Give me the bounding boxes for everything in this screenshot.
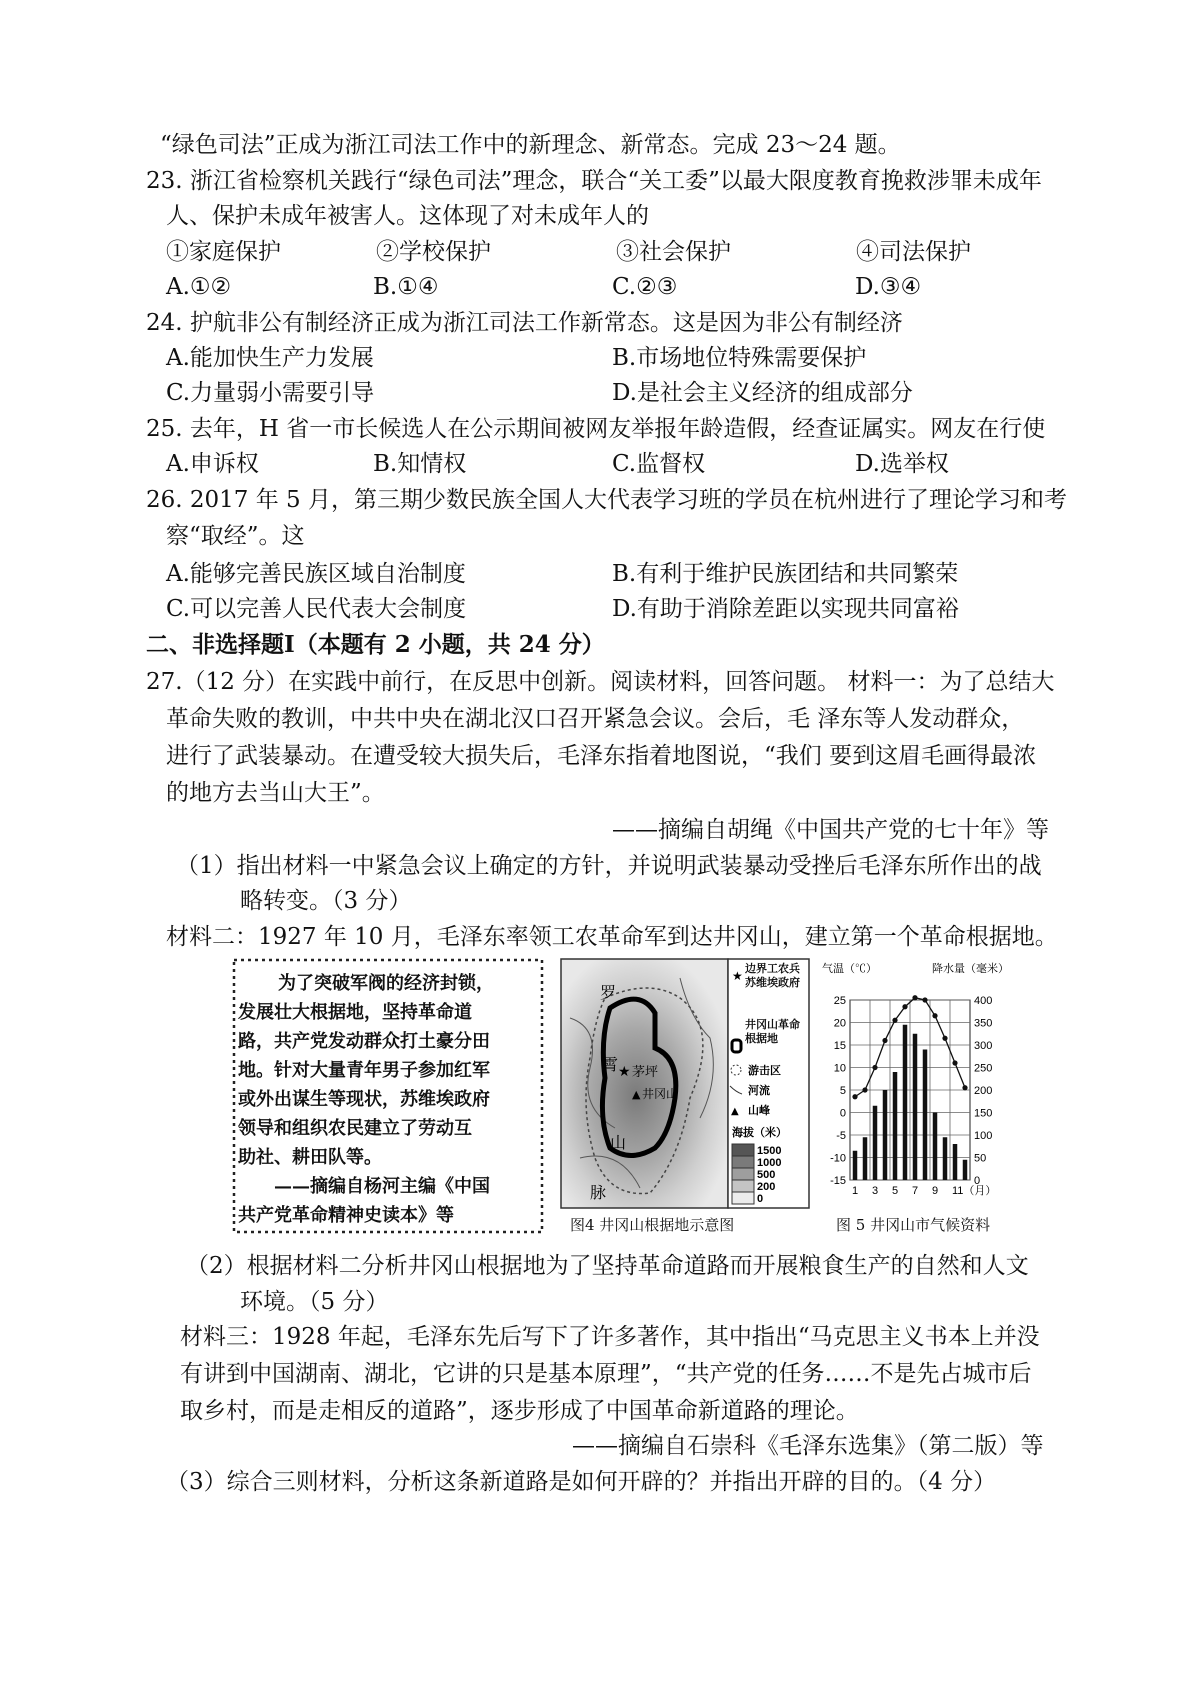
legend-elev-200: 200	[757, 1181, 776, 1193]
material-3-line-3: 取乡村，而是走相反的道路”，逐步形成了中国革命新道路的理论。	[180, 1398, 859, 1424]
box-line-8: ——摘编自杨河主编《中国	[274, 1176, 490, 1197]
material-box-text	[238, 969, 528, 1230]
q24-stem: 24. 护航非公有制经济正成为浙江司法工作新常态。这是因为非公有制经济	[146, 310, 903, 336]
chart-precip-bar	[943, 1137, 948, 1180]
chart-temp-point	[862, 1087, 867, 1092]
material-3-line-1: 材料三：1928 年起，毛泽东先后写下了许多著作，其中指出“马克思主义书本上并没	[180, 1324, 1040, 1350]
chart-precip-bar	[933, 1113, 938, 1181]
chart-temp-point	[952, 1060, 957, 1065]
chart-precip-bar	[903, 1025, 908, 1180]
q23-statement-1: ①家庭保护	[166, 239, 281, 265]
chart-precip-bar	[913, 1034, 918, 1180]
chart-temp-tick-label: -10	[830, 1152, 846, 1165]
box-line-9: 共产党革命精神史读本》等	[238, 1205, 454, 1226]
q23-option-d: D.③④	[855, 274, 922, 300]
q27-stem-4: 的地方去当山大王”。	[166, 780, 385, 806]
sub3: （3）综合三则材料，分析这条新道路是如何开辟的？并指出开辟的目的。（4 分）	[166, 1469, 997, 1495]
q26-option-b: B.有利于维护民族团结和共同繁荣	[612, 561, 959, 587]
chart-x-tick-label: 5	[892, 1185, 899, 1197]
chart-precip-tick-label: 0	[974, 1175, 981, 1187]
map-label-mai: 脉	[590, 1185, 607, 1202]
map-star-icon: ★	[618, 1064, 631, 1080]
legend-base-label: 井冈山革命根据地	[745, 1019, 800, 1045]
chart-precip-bar	[853, 1151, 858, 1180]
chart-temp-point	[852, 1094, 857, 1099]
box-line-5: 或外出谋生等现状，苏维埃政府	[238, 1089, 490, 1110]
legend-river-label: 河流	[748, 1085, 770, 1097]
chart-precip-tick-label: 300	[974, 1040, 993, 1052]
sub1-line-2: 略转变。（3 分）	[240, 888, 412, 914]
chart-right-axis-title: 降水量（毫米）	[932, 963, 1009, 975]
chart-temp-tick-label: 15	[833, 1040, 846, 1052]
q26-option-c: C.可以完善人民代表大会制度	[166, 596, 467, 622]
legend-elevation-title: 海拔（米）	[732, 1127, 787, 1139]
chart-temp-tick-label: -15	[830, 1175, 846, 1187]
chart-temp-point	[872, 1065, 877, 1070]
map-label-jinggangshan: 井冈山	[642, 1087, 679, 1101]
chart-temp-point	[892, 1018, 897, 1023]
chart-x-tick-label: 3	[872, 1185, 879, 1197]
map-label-luo: 罗	[600, 985, 617, 1002]
chart-temp-tick-label: 25	[833, 995, 846, 1007]
chart-temp-point	[882, 1038, 887, 1043]
chart-temp-tick-label: 5	[839, 1085, 846, 1097]
chart-precip-tick-label: 150	[974, 1107, 993, 1120]
chart-precip-bar	[923, 1050, 928, 1181]
chart-temp-tick-label: 10	[833, 1062, 846, 1075]
chart-precip-bar	[863, 1137, 868, 1180]
q24-option-c: C.力量弱小需要引导	[166, 380, 375, 406]
q25-stem: 25. 去年，H 省一市长候选人在公示期间被网友举报年龄造假，经查证属实。网友在行使	[146, 416, 1046, 442]
chart-temp-point	[902, 1004, 907, 1009]
map-caption: 图4 井冈山根据地示意图	[570, 1216, 735, 1234]
box-line-3: 路，共产党发动群众打土豪分田	[238, 1031, 490, 1052]
chart-temp-point	[962, 1085, 967, 1090]
q23-statement-4: ④司法保护	[856, 239, 971, 265]
chart-precip-tick-label: 200	[974, 1085, 993, 1097]
q23-option-c: C.②③	[612, 274, 678, 300]
chart-precip-tick-label: 100	[974, 1130, 993, 1142]
map-peak-icon: ▲	[632, 1088, 641, 1101]
intro-line: “绿色司法”正成为浙江司法工作中的新理念、新常态。完成 23～24 题。	[160, 132, 901, 158]
q26-stem-1: 26. 2017 年 5 月，第三期少数民族全国人大代表学习班的学员在杭州进行了理论学习和考	[146, 487, 1067, 513]
jinggangshan-map	[560, 958, 810, 1210]
chart-precip-bar	[873, 1106, 878, 1180]
chart-precip-tick-label: 250	[974, 1062, 993, 1075]
chart-temp-point	[912, 995, 917, 1000]
box-line-4: 地。针对大量青年男子参加红军	[238, 1060, 490, 1081]
legend-star-label: 边界工农兵苏维埃政府	[745, 963, 800, 989]
chart-temp-tick-label: 20	[833, 1017, 846, 1030]
sub2-line-1: （2）根据材料二分析井冈山根据地为了坚持革命道路而开展粮食生产的自然和人文	[186, 1253, 1029, 1279]
source-3: ——摘编自石崇科《毛泽东选集》（第二版）等	[572, 1433, 1044, 1459]
q27-stem-3: 进行了武装暴动。在遭受较大损失后，毛泽东指着地图说，“我们 要到这眉毛画得最浓	[166, 743, 1037, 769]
q25-option-b: B.知情权	[373, 451, 467, 477]
q24-option-d: D.是社会主义经济的组成部分	[612, 380, 913, 406]
section-heading: 二、非选择题Ⅰ（本题有 2 小题，共 24 分）	[146, 631, 605, 658]
q25-option-c: C.监督权	[612, 451, 706, 477]
chart-precip-tick-label: 350	[974, 1017, 993, 1030]
box-line-2: 发展壮大根据地，坚持革命道	[238, 1002, 472, 1023]
q23-stem-2: 人、保护未成年被害人。这体现了对未成年人的	[166, 203, 649, 229]
chart-precip-tick-label: 400	[974, 995, 993, 1007]
q25-option-a: A.申诉权	[166, 451, 259, 477]
q23-option-a: A.①②	[166, 274, 232, 300]
chart-caption: 图 5 井冈山市气候资料	[836, 1216, 991, 1234]
chart-x-tick-label: 11（月）	[952, 1185, 997, 1197]
legend-guerrilla-label: 游击区	[748, 1065, 781, 1077]
q24-option-a: A.能加快生产力发展	[166, 345, 374, 371]
chart-x-tick-label: 1	[852, 1185, 859, 1197]
map-label-maoping: 茅坪	[632, 1064, 659, 1079]
chart-temp-point	[922, 997, 927, 1002]
sub1-line-1: （1）指出材料一中紧急会议上确定的方针，并说明武装暴动受挫后毛泽东所作出的战	[176, 853, 1042, 879]
q23-statement-2: ②学校保护	[376, 239, 491, 265]
legend-elev-1000: 1000	[757, 1157, 782, 1169]
map-label-xiao: 霄	[602, 1057, 619, 1074]
chart-temp-tick-label: -5	[836, 1130, 846, 1142]
box-line-7: 助社、耕田队等。	[238, 1147, 382, 1168]
chart-precip-bar	[883, 1090, 888, 1180]
chart-left-axis-title: 气温（℃）	[822, 963, 877, 975]
sub2-line-2: 环境。（5 分）	[240, 1289, 389, 1315]
material-2: 材料二：1927 年 10 月，毛泽东率领工农革命军到达井冈山，建立第一个革命根据地。	[166, 924, 1058, 950]
q23-option-b: B.①④	[373, 274, 439, 300]
material-3-line-2: 有讲到中国湖南、湖北，它讲的只是基本原理”，“共产党的任务……不是先占城市后	[180, 1361, 1032, 1387]
q26-option-a: A.能够完善民族区域自治制度	[166, 561, 466, 587]
legend-elev-500: 500	[757, 1169, 776, 1181]
q27-stem-1: 27.（12 分）在实践中前行，在反思中创新。阅读材料，回答问题。 材料一：为了总结大	[146, 669, 1055, 695]
q26-stem-2: 察“取经”。这	[166, 523, 305, 549]
box-line-1: 为了突破军阀的经济封锁，	[278, 973, 494, 994]
source-1: ——摘编自胡绳《中国共产党的七十年》等	[612, 817, 1049, 843]
chart-precip-bar	[953, 1144, 958, 1180]
chart-x-tick-label: 7	[912, 1185, 919, 1197]
chart-precip-bar	[963, 1160, 968, 1180]
q25-option-d: D.选举权	[855, 451, 949, 477]
chart-precip-bar	[893, 1072, 898, 1180]
climate-chart	[820, 958, 1020, 1214]
chart-temp-tick-label: 0	[839, 1107, 846, 1120]
q24-option-b: B.市场地位特殊需要保护	[612, 345, 867, 371]
chart-temp-point	[942, 1036, 947, 1041]
chart-x-tick-label: 9	[932, 1185, 939, 1197]
legend-elev-0: 0	[757, 1193, 764, 1205]
legend-peak-icon: ▲	[731, 1106, 739, 1117]
map-label-shan: 山	[610, 1135, 627, 1152]
q26-option-d: D.有助于消除差距以实现共同富裕	[612, 596, 959, 622]
legend-peak-label: 山峰	[748, 1105, 770, 1117]
chart-temp-point	[932, 1013, 937, 1018]
q27-stem-2: 革命失败的教训，中共中央在湖北汉口召开紧急会议。会后，毛 泽东等人发动群众，	[166, 706, 1025, 732]
chart-precip-tick-label: 50	[974, 1152, 987, 1165]
q23-statement-3: ③社会保护	[616, 239, 731, 265]
legend-elev-1500: 1500	[757, 1145, 782, 1157]
box-line-6: 领导和组织农民建立了劳动互	[238, 1118, 472, 1139]
legend-star-icon: ★	[732, 969, 743, 983]
q23-stem-1: 23. 浙江省检察机关践行“绿色司法”理念，联合“关工委”以最大限度教育挽救涉罪未成年	[146, 168, 1042, 194]
